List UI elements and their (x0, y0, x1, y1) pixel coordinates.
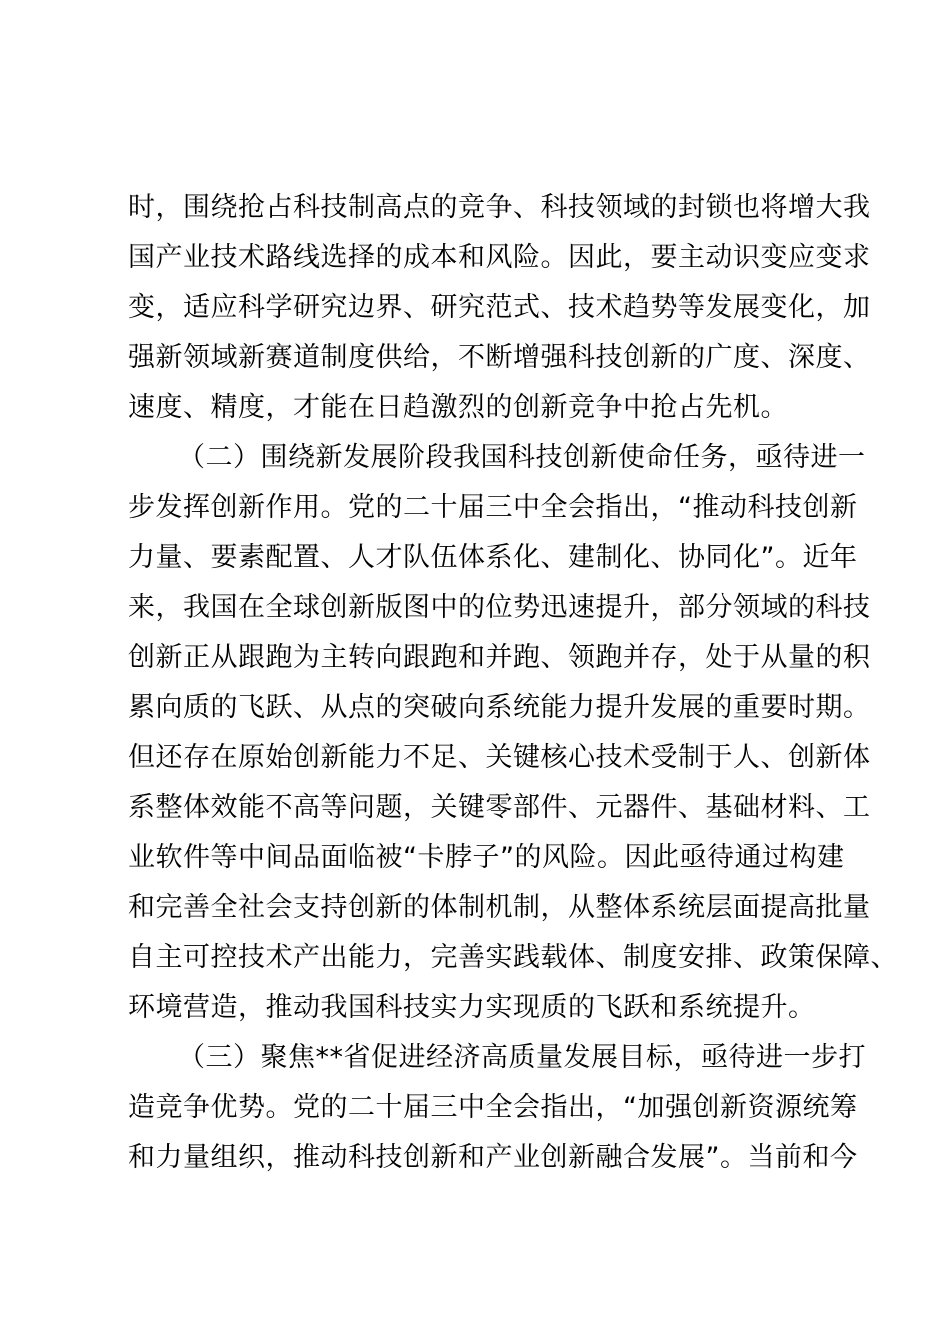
text-line: 力量、要素配置、人才队伍体系化、建制化、协同化”。近年 (128, 542, 858, 573)
text-line: 强新领域新赛道制度供给，不断增强科技创新的广度、深度、 (128, 342, 871, 373)
text-line: 环境营造，推动我国科技实力实现质的飞跃和系统提升。 (128, 992, 816, 1023)
text-line: 系整体效能不高等问题，关键零部件、元器件、基础材料、工 (128, 792, 871, 823)
text-line: 速度、精度，才能在日趋激烈的创新竞争中抢占先机。 (128, 392, 788, 423)
paragraph-heading-line: （三）聚焦**省促进经济高质量发展目标，亟待进一步打 (178, 1042, 866, 1073)
text-line: 造竞争优势。党的二十届三中全会指出，“加强创新资源统筹 (128, 1092, 858, 1123)
text-line: 来，我国在全球创新版图中的位势迅速提升，部分领域的科技 (128, 592, 871, 623)
text-line: 业软件等中间品面临被“卡脖子”的风险。因此亟待通过构建 (128, 842, 845, 873)
text-line: 但还存在原始创新能力不足、关键核心技术受制于人、创新体 (128, 742, 871, 773)
text-line: 国产业技术路线选择的成本和风险。因此，要主动识变应变求 (128, 242, 871, 273)
text-line: 步发挥创新作用。党的二十届三中全会指出，“推动科技创新 (128, 492, 858, 523)
text-line: 累向质的飞跃、从点的突破向系统能力提升发展的重要时期。 (128, 692, 871, 723)
text-line: 创新正从跟跑为主转向跟跑和并跑、领跑并存，处于从量的积 (128, 642, 871, 673)
paragraph-heading-line: （二）围绕新发展阶段我国科技创新使命任务，亟待进一 (178, 442, 866, 473)
text-line: 和完善全社会支持创新的体制机制，从整体系统层面提高批量 (128, 892, 871, 923)
text-line: 自主可控技术产出能力，完善实践载体、制度安排、政策保障、 (128, 942, 898, 973)
text-line: 时，围绕抢占科技制高点的竞争、科技领域的封锁也将增大我 (128, 192, 871, 223)
text-line: 和力量组织，推动科技创新和产业创新融合发展”。当前和今 (128, 1142, 858, 1173)
text-line: 变，适应科学研究边界、研究范式、技术趋势等发展变化，加 (128, 292, 871, 323)
